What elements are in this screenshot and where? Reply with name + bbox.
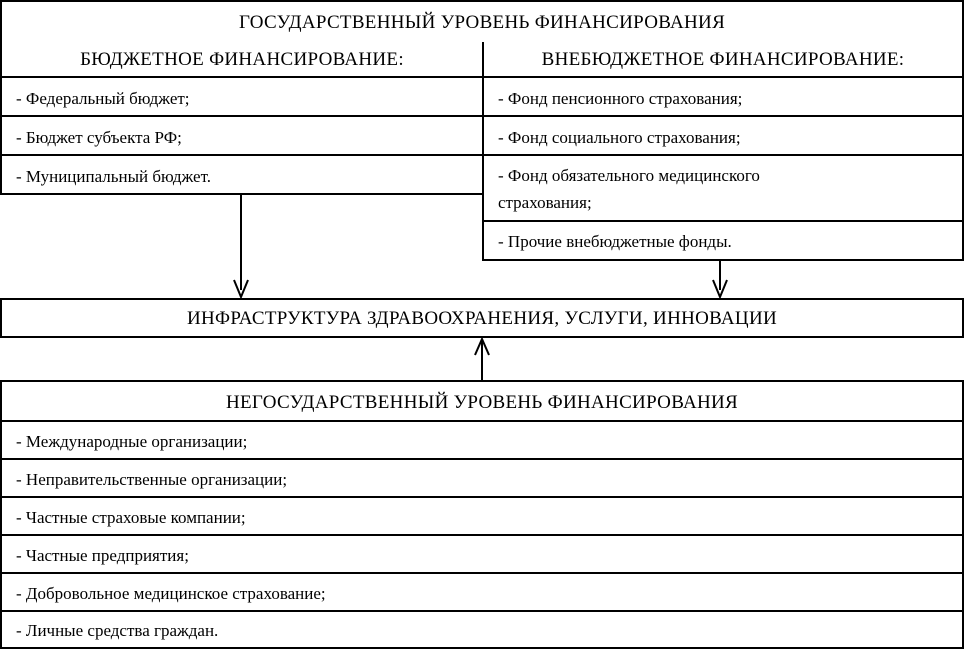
- extrabudget-item-medical-line2: страхования;: [498, 193, 592, 212]
- non-state-item-insurance: - Частные страховые компании;: [16, 508, 246, 527]
- non-state-level-title: НЕГОСУДАРСТВЕННЫЙ УРОВЕНЬ ФИНАНСИРОВАНИЯ: [225, 392, 739, 413]
- state-level-title: ГОСУДАРСТВЕННЫЙ УРОВЕНЬ ФИНАНСИРОВАНИЯ: [238, 12, 726, 33]
- extrabudget-item-social: - Фонд социального страхования;: [498, 128, 741, 147]
- extrabudget-financing-title: ВНЕБЮДЖЕТНОЕ ФИНАНСИРОВАНИЕ:: [541, 49, 905, 70]
- non-state-item-international: - Международные организации;: [16, 432, 248, 451]
- budget-item-subject: - Бюджет субъекта РФ;: [16, 128, 182, 147]
- extrabudget-item-medical-line1: - Фонд обязательного медицинского: [498, 166, 760, 185]
- non-state-item-enterprises: - Частные предприятия;: [16, 546, 189, 565]
- infrastructure-title: ИНФРАСТРУКТУРА ЗДРАВООХРАНЕНИЯ, УСЛУГИ, ИННОВАЦИИ: [187, 308, 777, 329]
- budget-financing-title: БЮДЖЕТНОЕ ФИНАНСИРОВАНИЕ:: [80, 49, 404, 70]
- extrabudget-item-pension: - Фонд пенсионного страхования;: [498, 89, 743, 108]
- budget-item-municipal: - Муниципальный бюджет.: [16, 167, 211, 186]
- budget-item-federal: - Федеральный бюджет;: [16, 89, 190, 108]
- extrabudget-item-other: - Прочие внебюджетные фонды.: [498, 232, 732, 251]
- non-state-item-personal: - Личные средства граждан.: [16, 621, 219, 640]
- non-state-item-voluntary: - Добровольное медицинское страхование;: [16, 584, 326, 603]
- non-state-item-ngo: - Неправительственные организации;: [16, 470, 288, 489]
